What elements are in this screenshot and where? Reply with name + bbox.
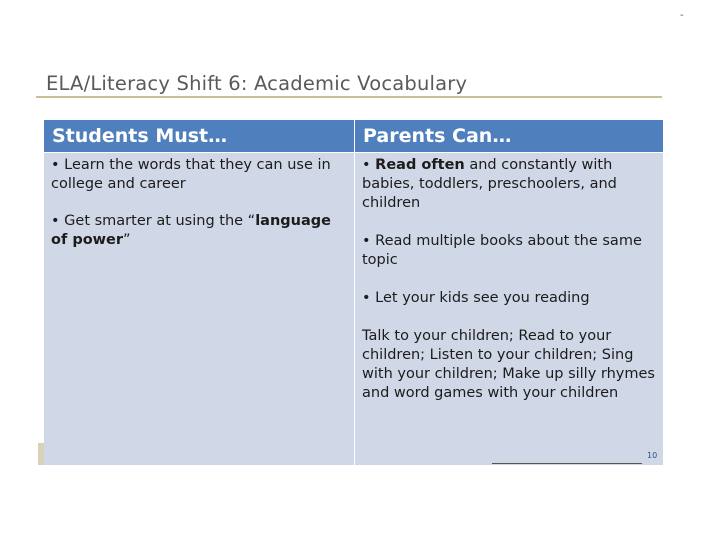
student-item-vocabulary: • Learn the words that they can use in college and career [51, 157, 331, 192]
page-number: 10 [647, 451, 658, 460]
students-must-header: Students Must… [44, 120, 354, 152]
parents-can-cell [362, 156, 658, 421]
item-prefix: • Get smarter at using the “ [51, 213, 256, 229]
parent-item-talk-to-children: Talk to your children; Read to your children; Listen to your children; Sing with your children; Make up silly rhymes and word games with your children [362, 328, 655, 401]
student-item-language-of-power [51, 212, 349, 250]
left-edge-tab [38, 443, 44, 465]
footer-rule [492, 463, 642, 464]
parents-can-header: Parents Can… [354, 120, 663, 152]
item-suffix: and constantly with babies, toddlers, preschoolers, and children [362, 157, 617, 211]
parent-item-read-often [362, 156, 658, 213]
parent-item-see-you-reading: • Let your kids see you reading [362, 290, 590, 306]
corner-mark: - [680, 10, 684, 21]
column-divider [354, 152, 355, 465]
shift-table [44, 120, 663, 465]
item-emphasis: language of power [51, 213, 331, 248]
item-prefix: • [362, 157, 376, 173]
parent-item-multiple-books: • Read multiple books about the same topic [362, 233, 642, 268]
item-suffix: ” [123, 232, 131, 248]
students-must-cell [51, 156, 349, 268]
slide-title: ELA/Literacy Shift 6: Academic Vocabulary [46, 72, 468, 95]
title-underline [36, 96, 662, 98]
item-emphasis: Read often [375, 157, 465, 173]
